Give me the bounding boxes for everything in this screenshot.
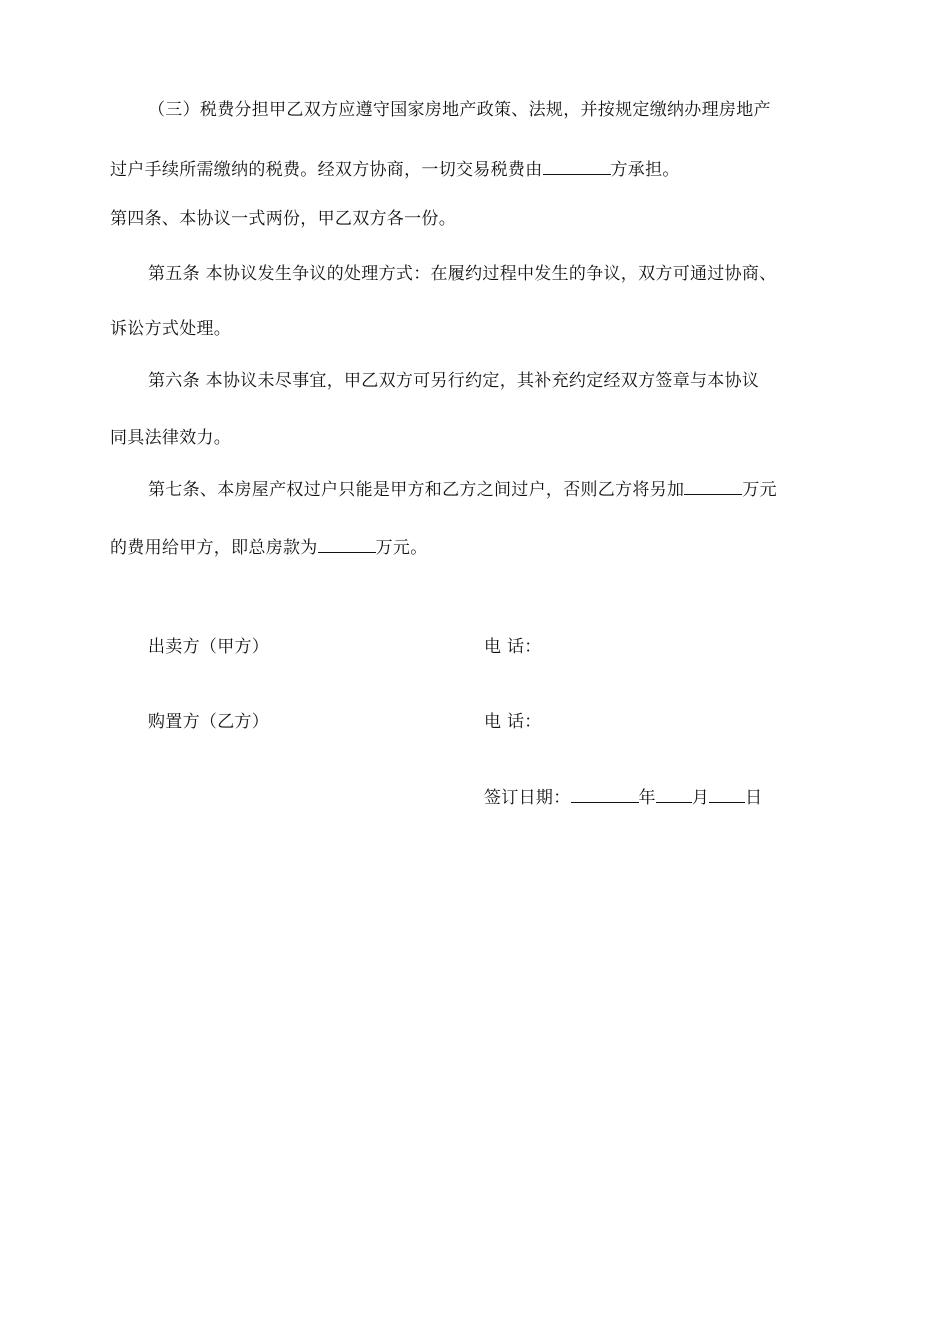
clause6-line1 (148, 369, 759, 393)
clause5-line2-text: 诉讼方式处理。 (110, 319, 232, 339)
seller-phone-label: 电 话： (484, 637, 542, 657)
clause5-line1 (148, 262, 777, 286)
year-blank (571, 786, 639, 803)
total-price-blank (318, 536, 376, 553)
clause7-line2-text: 的费用给甲方，即总房款为 (110, 538, 318, 558)
clause6-line2 (110, 426, 231, 450)
signing-date (484, 786, 762, 810)
clause7-line2-suffix: 万元。 (375, 538, 428, 558)
clause4-text: 第四条、本协议一式两份，甲乙双方各一份。 (110, 209, 456, 229)
clause7-line2 (110, 536, 428, 560)
year-label: 年 (638, 788, 656, 808)
clause3-line1-text: （三）税费分担甲乙双方应遵守国家房地产政策、法规，并按规定缴纳办理房地产 (148, 100, 771, 120)
clause3-line2 (110, 158, 680, 182)
clause7-line1-text: 第七条、本房屋产权过户只能是甲方和乙方之间过户，否则乙方将另加 (148, 480, 685, 500)
buyer-label-text: 购置方（乙方） (148, 712, 270, 732)
seller-label-text: 出卖方（甲方） (148, 637, 270, 657)
seller-label (148, 635, 269, 659)
tax-party-blank (543, 158, 611, 175)
clause6-line2-text: 同具法律效力。 (110, 428, 232, 448)
clause5-line2 (110, 317, 231, 341)
buyer-phone (484, 710, 542, 734)
clause7-line1 (148, 478, 777, 502)
clause6-line1-text: 第六条 本协议未尽事宜，甲乙双方可另行约定，其补充约定经双方签章与本协议 (148, 371, 760, 391)
clause7-line1-suffix: 万元 (742, 480, 777, 500)
clause5-line1-text: 第五条 本协议发生争议的处理方式：在履约过程中发生的争议，双方可通过协商、 (148, 264, 777, 284)
clause3-line2-suffix: 方承担。 (610, 160, 680, 180)
day-label: 日 (745, 788, 763, 808)
buyer-phone-label: 电 话： (484, 712, 542, 732)
clause4 (110, 207, 456, 231)
date-label: 签订日期： (484, 788, 571, 808)
clause3-line2-text: 过户手续所需缴纳的税费。经双方协商，一切交易税费由 (110, 160, 543, 180)
buyer-label (148, 710, 269, 734)
clause3-line1 (148, 98, 771, 122)
day-blank (709, 786, 745, 803)
extra-fee-blank (684, 478, 742, 495)
month-blank (656, 786, 692, 803)
month-label: 月 (691, 788, 710, 808)
seller-phone (484, 635, 542, 659)
